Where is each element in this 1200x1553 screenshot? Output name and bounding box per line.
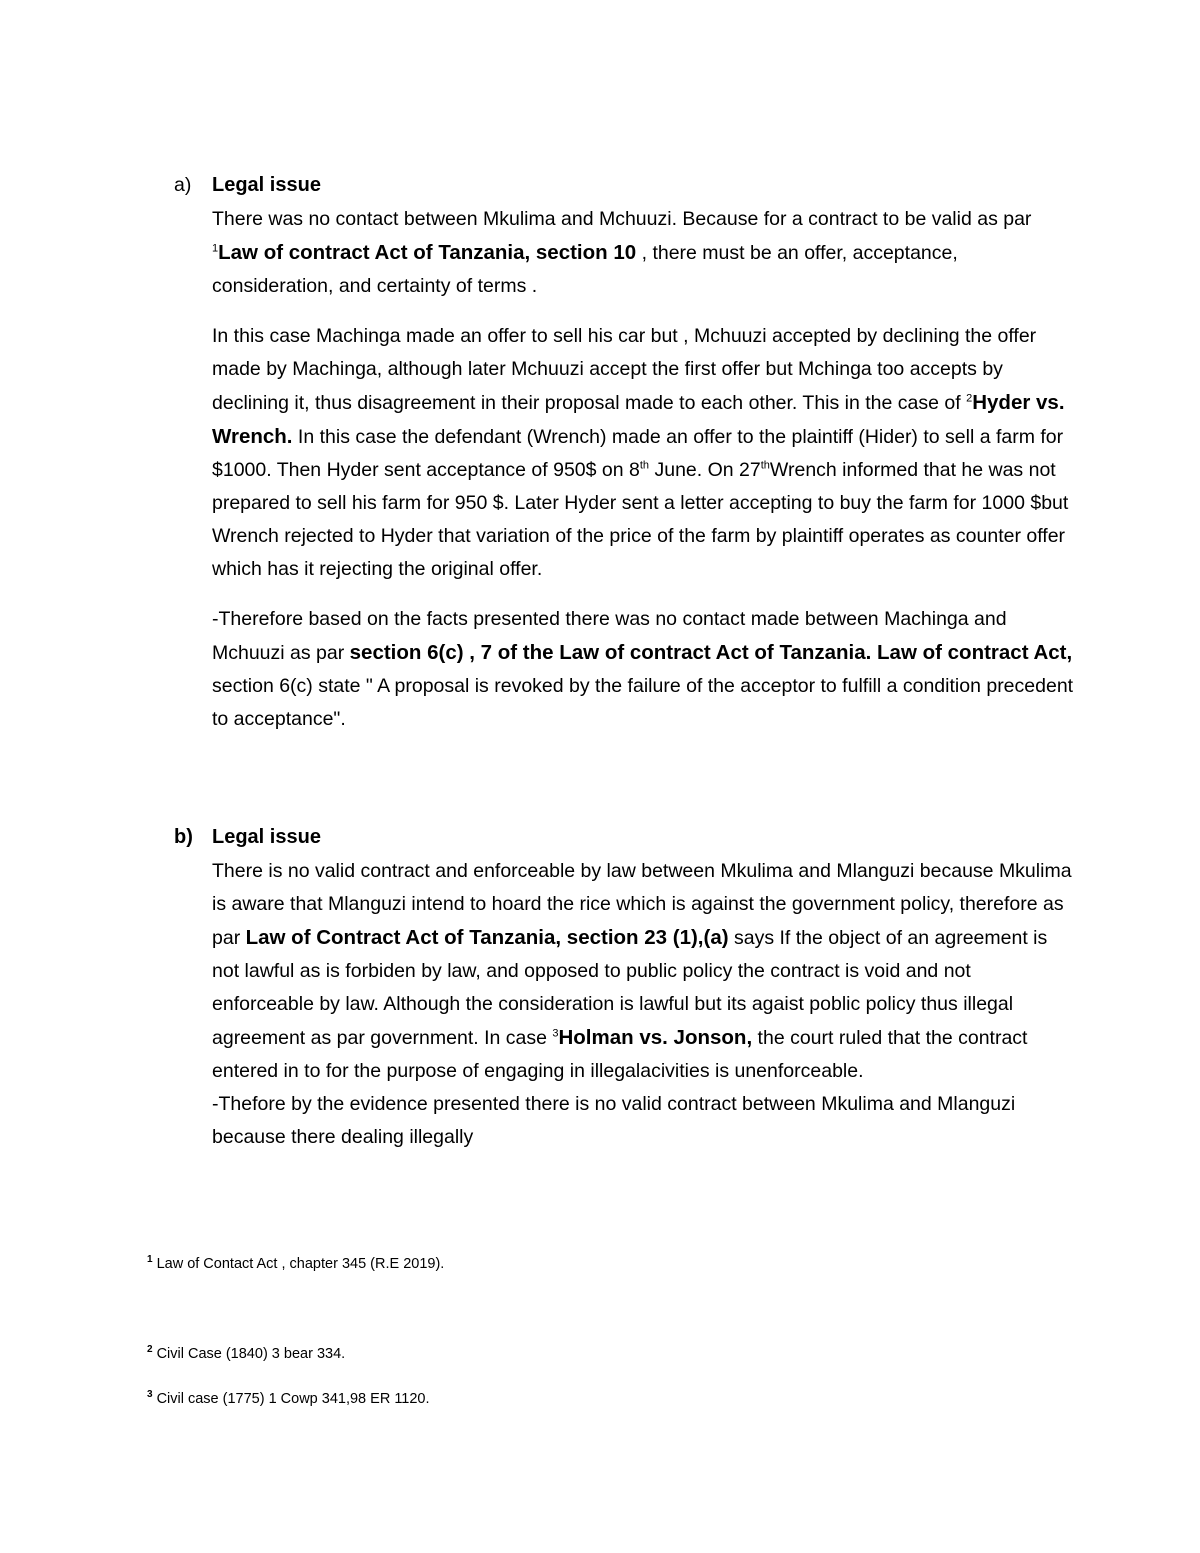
footnote-ref-2: 2 [966,392,973,405]
footnote-1: $^1$ Law of Contact Act , chapter 345 (R.E 2019). [147,1254,445,1272]
statute-reference: Law of contract Act of Tanzania, section 10 [218,241,637,264]
section-a-body [212,203,1074,736]
section-b-paragraph-2: -Thefore by the evidence presented there is no valid contract between Mkulima and Mlanguzi because there dealing illegally [212,1093,1016,1148]
footnote-3: $^3$ Civil case (1775) 1 Cowp 341,98 ER 1120. [147,1389,430,1407]
section-a-paragraph-1: There was no contact between Mkulima and Mchuuzi. Because for a contract to be valid as par $^1$Law of contract Act of Tanzania, section 10 , there must be an offer, acceptance, consideration, and certainty of terms . [212,208,1032,297]
section-b-paragraph-1: There is no valid contract and enforceable by law between Mkulima and Mlanguzi because Mkulima is aware that Mlanguzi intend to hoard the rice which is against the government policy, therefore as par Law of Contract Act of Tanzania, section 23 (1),(a) says If the object of an agreement is not lawful as is forbiden by law, and opposed to public policy the contract is void and not enforceable by law. Although the consideration is lawful but its agaist poblic policy thus illegal agreement as par government. In case $^3$Holman vs. Jonson, the court ruled that the contract entered in to for the purpose of engaging in illegalacivities is unenforceable. [212,860,1072,1082]
statute-reference: section 6(c) , 7 of the Law of contract Act of Tanzania. Law of contract Act, [349,641,1073,664]
case-name: Hyder vs. Wrench. [212,391,1065,448]
statute-reference: Law of Contract Act of Tanzania, section 23 (1),(a) [245,926,729,949]
footnote-ref-3: 3 [552,1027,559,1040]
section-b-marker: b) [174,826,193,848]
section-a-marker: a) [174,174,192,196]
section-a-heading: Legal issue [212,174,321,196]
section-a-paragraph-2: In this case Machinga made an offer to sell his car but , Mchuuzi accepted by declining the offer made by Machinga, although later Mchuuzi accept the first offer but Mchinga too accepts by declining it, thus disagreement in their proposal made to each other. This in the case of $^2$Hyder vs. Wrench. In this case the defendant (Wrench) made an offer to the plaintiff (Hider) to sell a farm for $1000. Then Hyder sent acceptance of 950$ on 8th June. On 27thWrench informed that he was not prepared to sell his farm for 950 $. Later Hyder sent a letter accepting to buy the farm for 1000 $but Wrench rejected to Hyder that variation of the price of the farm by plaintiff operates as counter offer which has it rejecting the original offer. [212,325,1069,580]
section-a-paragraph-3: -Therefore based on the facts presented there was no contact made between Machinga and Mchuuzi as par section 6(c) , 7 of the Law of contract Act of Tanzania. Law of contract Act, section 6(c) state " A proposal is revoked by the failure of the acceptor to fulfill a condition precedent to acceptance". [212,608,1074,730]
case-name: Holman vs. Jonson, [558,1026,753,1049]
section-b-heading: Legal issue [212,826,321,848]
footnote-ref-1: 1 [212,242,219,255]
footnote-2: $^2$ Civil Case (1840) 3 bear 334. [147,1344,346,1362]
section-b-body [212,855,1074,1154]
